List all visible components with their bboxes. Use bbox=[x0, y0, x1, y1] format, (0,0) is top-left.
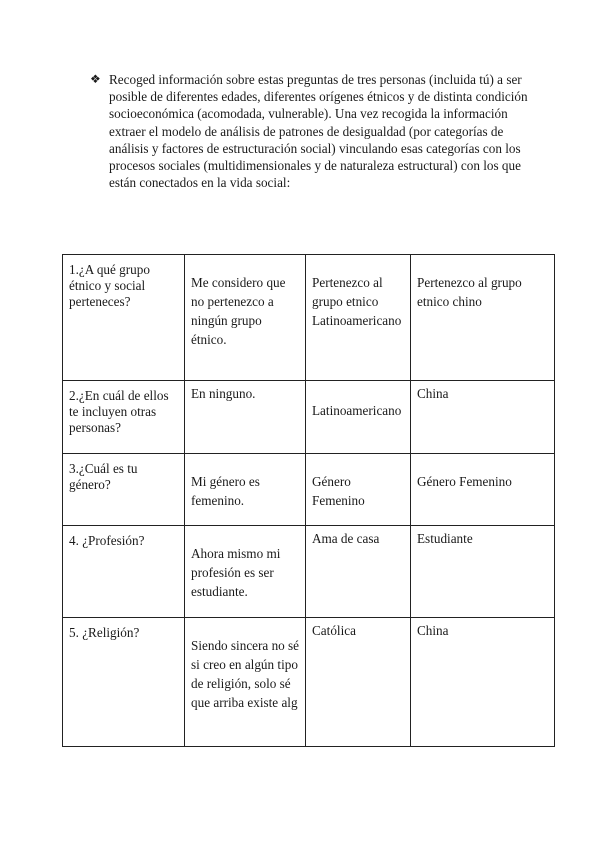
question-cell bbox=[63, 454, 185, 526]
question-text: 4. ¿Profesión? bbox=[69, 533, 145, 548]
answer-cell bbox=[411, 381, 555, 454]
table-row bbox=[63, 381, 555, 454]
answer-cell bbox=[411, 618, 555, 747]
question-text: 1.¿A qué grupo étnico y social perteneces? bbox=[69, 262, 150, 309]
question-text: 5. ¿Religión? bbox=[69, 625, 140, 640]
bullet-diamond-icon: ❖ bbox=[90, 72, 101, 86]
answer-cell bbox=[185, 618, 306, 747]
answer-person2-text: Católica bbox=[312, 623, 356, 638]
instructions-text: Recoged información sobre estas preguntas de tres personas (incluida tú) a ser posible de diferentes edades, diferentes orígenes étnicos y de distinta condición socioeconómica (acomodada, vulnerable). Una vez recogida la información extraer el modelo de análisis de patrones de desigualdad (por categorías de análisis y factores de estructuración social) vinculando esas categorías con los procesos sociales (multidimensionales y de naturaleza estructural) con los que están conectados en la vida social: bbox=[109, 72, 528, 191]
answer-person3-text: Género Femenino bbox=[417, 474, 512, 489]
answer-person3-text: Pertenezco al grupo etnico chino bbox=[417, 275, 522, 309]
answer-person2-text: Pertenezco al grupo etnico Latinoamericano bbox=[312, 275, 402, 328]
answer-cell bbox=[185, 381, 306, 454]
answer-self-text: Me considero que no pertenezco a ningún grupo étnico. bbox=[191, 275, 286, 347]
answer-person3-text: Estudiante bbox=[417, 531, 473, 546]
answer-person3-text: China bbox=[417, 623, 449, 638]
answer-cell bbox=[306, 454, 411, 526]
table-row bbox=[63, 255, 555, 381]
answer-person2-text: Género Femenino bbox=[312, 474, 365, 508]
answer-self-text: Ahora mismo mi profesión es ser estudiante. bbox=[191, 546, 281, 599]
answer-person2-text: Latinoamericano bbox=[312, 403, 402, 418]
answer-self-text: Siendo sincera no sé si creo en algún tipo de religión, solo sé que arriba existe alg bbox=[191, 638, 300, 710]
table-row bbox=[63, 618, 555, 747]
answer-cell bbox=[411, 255, 555, 381]
table-row bbox=[63, 526, 555, 618]
answer-cell bbox=[411, 454, 555, 526]
instructions-paragraph bbox=[92, 71, 542, 191]
question-cell bbox=[63, 618, 185, 747]
answer-cell bbox=[306, 255, 411, 381]
question-cell bbox=[63, 526, 185, 618]
question-cell bbox=[63, 255, 185, 381]
answer-cell bbox=[411, 526, 555, 618]
answer-cell bbox=[306, 618, 411, 747]
answer-cell bbox=[306, 381, 411, 454]
question-text: 2.¿En cuál de ellos te incluyen otras personas? bbox=[69, 388, 169, 435]
answer-self-text: Mi género es femenino. bbox=[191, 474, 260, 508]
survey-table bbox=[62, 254, 555, 747]
answer-cell bbox=[185, 255, 306, 381]
answer-person3-text: China bbox=[417, 386, 449, 401]
answer-person2-text: Ama de casa bbox=[312, 531, 380, 546]
answer-cell bbox=[306, 526, 411, 618]
answer-cell bbox=[185, 454, 306, 526]
question-text: 3.¿Cuál es tu género? bbox=[69, 461, 138, 492]
question-cell bbox=[63, 381, 185, 454]
answer-self-text: En ninguno. bbox=[191, 386, 256, 401]
answer-cell bbox=[185, 526, 306, 618]
table-row bbox=[63, 454, 555, 526]
